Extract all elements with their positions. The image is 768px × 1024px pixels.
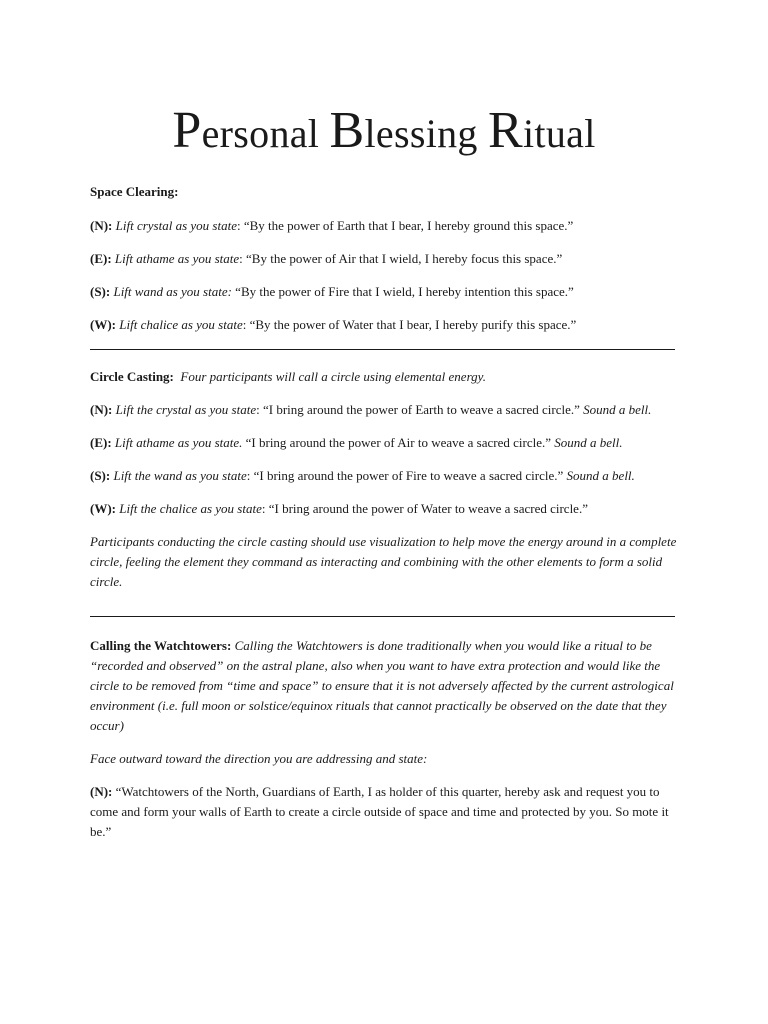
circle-casting-west [90,499,690,519]
punctuation: : [246,468,251,483]
title-initial-r: R [488,102,524,159]
space-clearing-east [90,249,690,269]
title-word-personal: ersonal [201,111,330,156]
instruction: Lift crystal as you state [115,218,237,233]
spoken-quote: “I bring around the power of Water to weave a sacred circle.” [265,501,588,516]
circle-casting-south [90,466,690,486]
spoken-quote: “I bring around the power of Fire to weave a sacred circle.” [250,468,564,483]
circle-casting-north [90,400,690,420]
direction-label: (W): [90,317,116,332]
punctuation: : [236,218,241,233]
watchtowers-intro [90,636,690,736]
instruction: Lift the wand as you state [113,468,247,483]
spoken-quote: “By the power of Earth that I bear, I hereby ground this space.” [240,218,574,233]
punctuation: : [242,317,247,332]
watchtowers-intro-text: Calling the Watchtowers is done traditionally when you would like a ritual to be “recorded and observed” on the astral plane, also when you want to have extra protection and would like the circle to be removed from “time and space” to ensure that it is not adversely affected by the current astrological environment (i.e. full moon or solstice/equinox rituals that cannot practically be observed on the date that they occur) [90,638,674,733]
document-title [0,100,768,162]
instruction: Lift the chalice as you state [119,501,262,516]
space-clearing-west [90,315,690,335]
instruction: Lift wand as you state: [113,284,232,299]
spoken-quote: “I bring around the power of Earth to weave a sacred circle.” [259,402,580,417]
instruction: Lift chalice as you state [119,317,243,332]
punctuation: : [239,251,243,266]
watchtowers-heading: Calling the Watchtowers: [90,638,232,653]
title-word-ritual: itual [523,111,596,156]
direction-label: (E): [90,435,112,450]
direction-label: (N): [90,402,113,417]
spoken-quote: “I bring around the power of Air to weave a sacred circle.” [242,435,552,450]
spoken-quote: “By the power of Air that I wield, I hereby focus this space.” [242,251,563,266]
direction-label: (S): [90,284,111,299]
punctuation: : [256,402,260,417]
section-divider [90,616,675,617]
instruction: Lift athame as you state [114,251,240,266]
direction-label: (N): [90,218,113,233]
spoken-quote: “By the power of Water that I bear, I hereby purify this space.” [246,317,577,332]
watchtowers-north [90,782,690,842]
invocation-text: “Watchtowers of the North, Guardians of Earth, I as holder of this quarter, hereby ask and request you to come and form your walls of Earth to create a circle outside of space and time and protected by you. So mote it be.” [90,784,669,839]
direction-label: (S): [90,468,111,483]
instruction: Lift the crystal as you state [115,402,257,417]
section-divider [90,349,675,350]
space-clearing-north [90,216,690,236]
direction-label: (E): [90,251,112,266]
follow-up-action: Sound a bell. [579,402,652,417]
space-clearing-south [90,282,690,302]
direction-label: (W): [90,501,116,516]
circle-casting-east [90,433,690,453]
title-initial-b: B [329,102,365,159]
document-body [90,182,690,842]
title-word-blessing: lessing [364,111,489,156]
circle-casting-heading: Circle Casting: [90,369,174,384]
title-initial-p: P [172,102,202,159]
circle-casting-intro-text: Four participants will call a circle using elemental energy. [180,369,486,384]
circle-casting-intro [90,367,690,387]
follow-up-action: Sound a bell. [563,468,635,483]
spoken-quote: “By the power of Fire that I wield, I hereby intention this space.” [231,284,574,299]
space-clearing-heading: Space Clearing: [90,184,179,199]
follow-up-action: Sound a bell. [551,435,623,450]
punctuation: : [261,501,266,516]
watchtowers-instruction: Face outward toward the direction you are addressing and state: [90,751,428,766]
instruction: Lift athame as you state. [114,435,243,450]
direction-label: (N): [90,784,113,799]
circle-casting-note: Participants conducting the circle casting should use visualization to help move the energy around in a complete circle, feeling the element they command as interacting and combining with the other elements to form a solid circle. [90,534,677,589]
